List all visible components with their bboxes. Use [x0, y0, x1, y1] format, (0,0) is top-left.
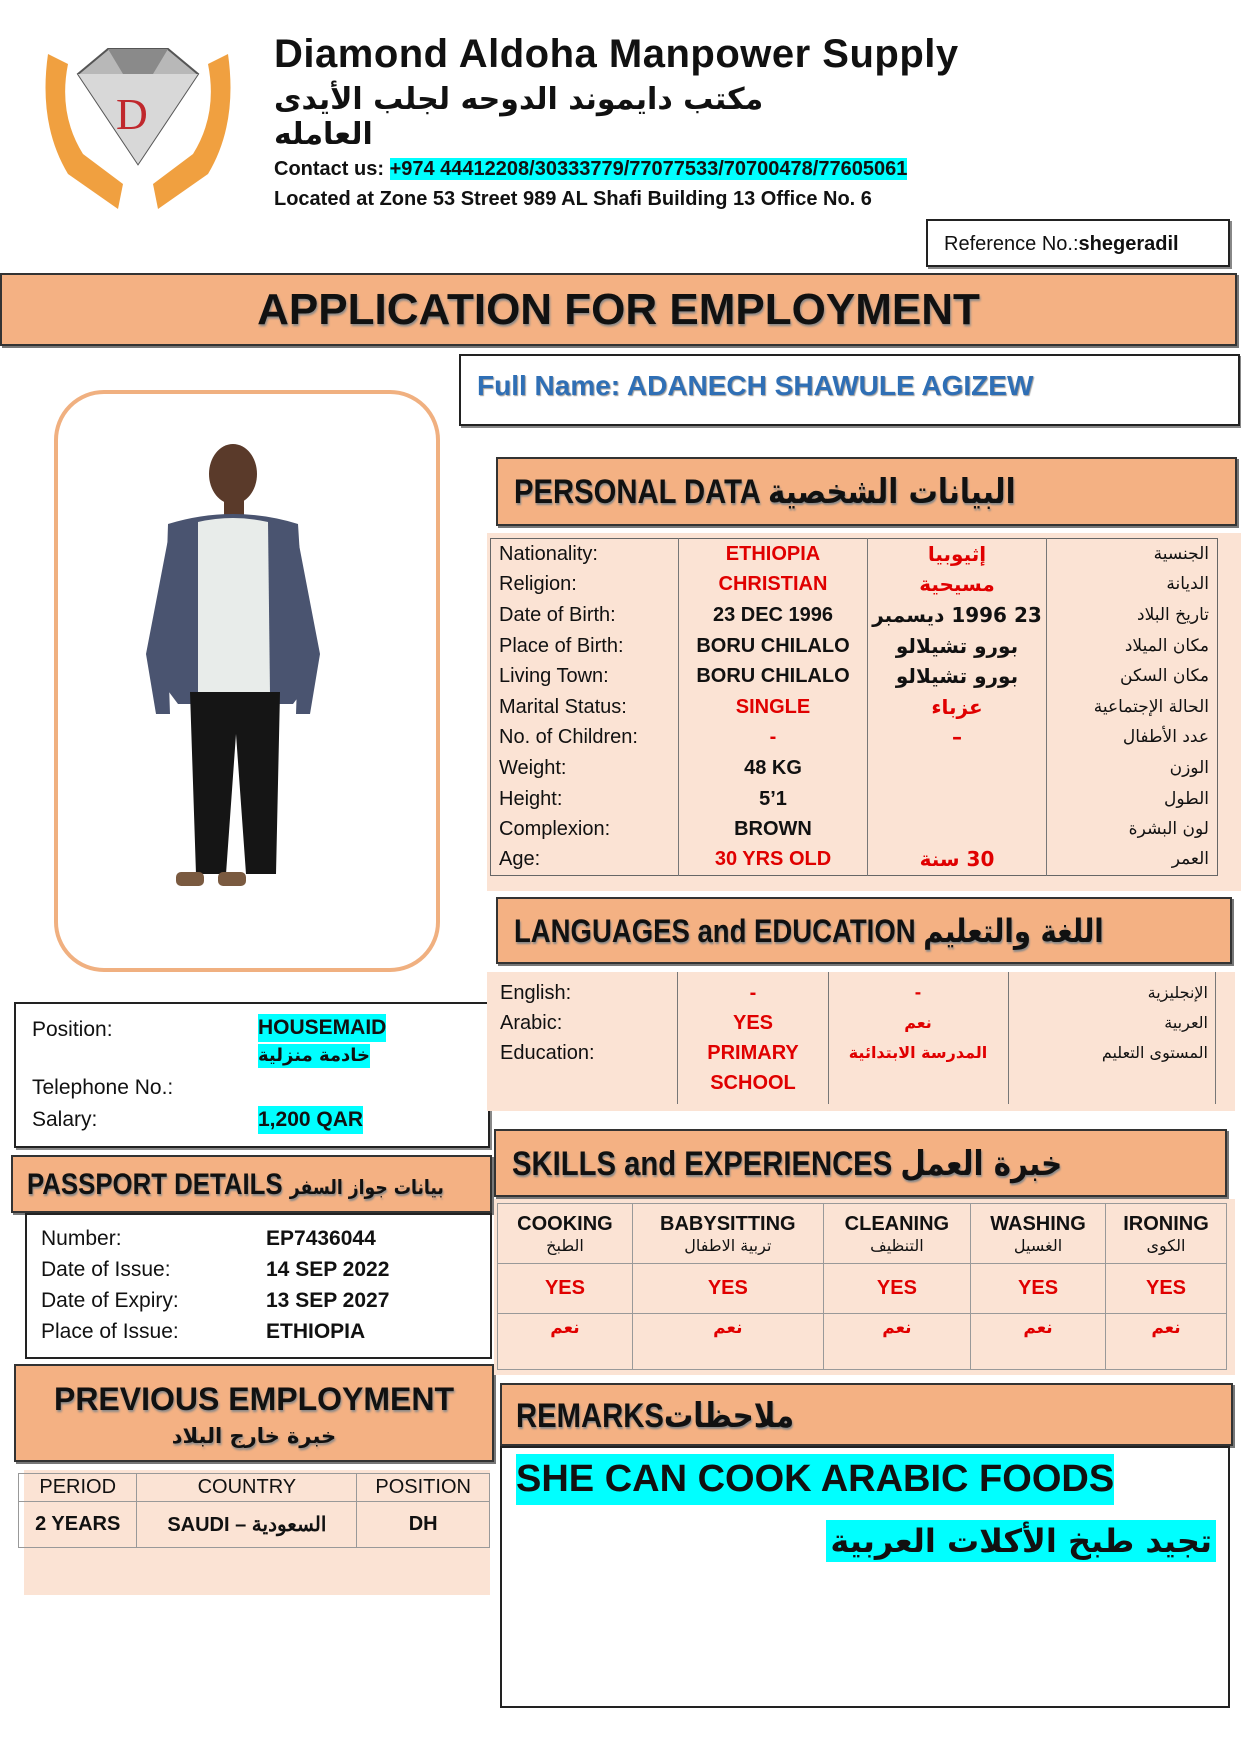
language-label: Arabic:	[500, 1012, 563, 1034]
language-value: YES	[732, 1012, 774, 1034]
salary-value: 1,200 QAR	[258, 1106, 363, 1134]
passport-label: Number:	[41, 1226, 122, 1250]
languages-title-arabic: اللغة والتعليم	[923, 912, 1104, 950]
language-label-arabic: الإنجليزية	[1147, 983, 1208, 1002]
personal-value: 30 YRS OLD	[679, 844, 868, 875]
previous-employment-title: PREVIOUS EMPLOYMENT	[53, 1381, 455, 1417]
personal-row	[491, 691, 1218, 722]
previous-employment-title-arabic: خبرة خارج البلاد	[171, 1424, 337, 1448]
personal-value-arabic	[868, 753, 1047, 784]
personal-row	[491, 722, 1218, 753]
column-divider	[1215, 972, 1216, 1104]
previous-employment-header	[14, 1364, 494, 1462]
personal-row	[491, 844, 1218, 875]
salary-label: Salary:	[32, 1108, 98, 1131]
position-label: Position:	[32, 1018, 113, 1041]
passport-row	[41, 1223, 389, 1254]
passport-title-arabic: بيانات جواز السفر	[289, 1175, 444, 1199]
language-label: Education:	[500, 1042, 595, 1064]
remarks-box	[500, 1446, 1230, 1708]
reference-box	[926, 219, 1230, 267]
remarks-header	[500, 1383, 1233, 1446]
skills-title: SKILLS and EXPERIENCES	[512, 1145, 893, 1183]
personal-label-arabic: الديانة	[1166, 574, 1209, 595]
skill-name-arabic: الطبخ	[546, 1235, 584, 1255]
personal-label: Nationality:	[491, 539, 679, 570]
personal-row	[491, 630, 1218, 661]
skills-table	[497, 1203, 1227, 1370]
passport-header	[11, 1155, 492, 1213]
personal-data-table	[490, 538, 1218, 876]
personal-label: Height:	[491, 783, 679, 814]
skill-name-arabic: تربية الاطفال	[684, 1235, 772, 1255]
personal-value-arabic: إثيوبيا	[868, 539, 1047, 570]
skill-value-arabic: نعم	[498, 1314, 633, 1370]
personal-label-arabic: لون البشرة	[1128, 819, 1209, 840]
skill-value-arabic: نعم	[823, 1314, 970, 1370]
contact-label: Contact us:	[274, 158, 384, 180]
skill-value-arabic: نعم	[632, 1314, 823, 1370]
position-box	[14, 1002, 490, 1148]
passport-value: EP7436044	[266, 1226, 376, 1250]
skills-header	[494, 1129, 1227, 1197]
languages-title: LANGUAGES and EDUCATION	[514, 913, 916, 949]
personal-row	[491, 569, 1218, 600]
personal-label: Marital Status:	[491, 691, 679, 722]
personal-label-arabic: الوزن	[1169, 757, 1209, 778]
skill-value: YES	[1106, 1264, 1227, 1314]
col-country: COUNTRY	[137, 1474, 357, 1502]
personal-label: Age:	[491, 844, 679, 875]
personal-label: Place of Birth:	[491, 630, 679, 661]
personal-label-arabic: الطول	[1164, 788, 1209, 809]
personal-row	[491, 783, 1218, 814]
skill-name	[1106, 1204, 1227, 1264]
language-value: -	[749, 982, 757, 1004]
skill-name-arabic: التنظيف	[870, 1235, 924, 1255]
column-divider	[1008, 972, 1009, 1104]
col-period: PERIOD	[19, 1474, 137, 1502]
remarks-title-arabic: ملاحظات	[663, 1396, 795, 1436]
full-name-box	[459, 354, 1240, 426]
personal-label-arabic: عدد الأطفال	[1122, 727, 1209, 748]
personal-label-arabic: الجنسية	[1153, 544, 1209, 565]
passport-label: Date of Expiry:	[41, 1288, 179, 1312]
page-title: APPLICATION FOR EMPLOYMENT	[257, 285, 980, 334]
remarks-text: SHE CAN COOK ARABIC FOODS	[516, 1454, 1114, 1505]
skill-name-en: COOKING	[517, 1212, 613, 1235]
column-divider	[828, 972, 829, 1104]
personal-value: 48 KG	[679, 753, 868, 784]
personal-label: Complexion:	[491, 814, 679, 845]
personal-label-arabic: تاريخ البلاد	[1137, 604, 1209, 625]
personal-value: SINGLE	[679, 691, 868, 722]
remarks-text-arabic: تجيد طبخ الأكلات العربية	[826, 1520, 1216, 1562]
personal-label: Weight:	[491, 753, 679, 784]
passport-row	[41, 1285, 389, 1316]
personal-label-arabic: العمر	[1171, 849, 1209, 870]
personal-label: Religion:	[491, 569, 679, 600]
applicant-photo	[54, 390, 440, 972]
skill-value: YES	[823, 1264, 970, 1314]
personal-value: BROWN	[679, 814, 868, 845]
personal-value: 5’1	[679, 783, 868, 814]
telephone-label: Telephone No.:	[32, 1076, 174, 1099]
personal-value: CHRISTIAN	[679, 569, 868, 600]
personal-label-arabic: الحالة الإجتماعية	[1093, 696, 1209, 717]
position-value-arabic: خادمة منزلية	[258, 1045, 371, 1066]
skill-name-en: WASHING	[990, 1212, 1086, 1235]
reference-value: shegeradil	[1078, 233, 1179, 255]
column-divider	[677, 972, 678, 1104]
skill-name	[971, 1204, 1106, 1264]
passport-value: 13 SEP 2027	[266, 1288, 390, 1312]
personal-row	[491, 814, 1218, 845]
personal-data-header	[496, 457, 1237, 526]
language-label: English:	[500, 982, 572, 1004]
personal-row	[491, 539, 1218, 570]
full-name: Full Name: ADANECH SHAWULE AGIZEW	[477, 370, 1034, 401]
personal-value: BORU CHILALO	[679, 661, 868, 692]
personal-row	[491, 600, 1218, 631]
contact-phones: +974 44412208/30333779/77077533/70700478/77605061	[389, 158, 908, 180]
passport-title: PASSPORT DETAILS	[27, 1168, 283, 1201]
personal-value-arabic: مسيحية	[868, 569, 1047, 600]
skill-value-arabic: نعم	[971, 1314, 1106, 1370]
personal-label: Living Town:	[491, 661, 679, 692]
country-value: SAUDI – السعودية	[137, 1502, 357, 1548]
personal-label: No. of Children:	[491, 722, 679, 753]
skill-value: YES	[632, 1264, 823, 1314]
language-label-arabic: المستوى التعليم	[1101, 1043, 1208, 1062]
language-value-arabic: المدرسة الابتدائية	[848, 1043, 988, 1062]
contact-line	[274, 158, 907, 181]
personal-value-arabic: بورو تشيلالو	[868, 661, 1047, 692]
personal-row	[491, 661, 1218, 692]
skills-title-arabic: خبرة العمل	[900, 1144, 1063, 1184]
personal-row	[491, 753, 1218, 784]
personal-value-arabic	[868, 783, 1047, 814]
skill-name-en: BABYSITTING	[660, 1212, 796, 1235]
passport-value: 14 SEP 2022	[266, 1257, 390, 1281]
passport-label: Place of Issue:	[41, 1319, 179, 1343]
skill-name	[498, 1204, 633, 1264]
personal-data-title-arabic: البيانات الشخصية	[767, 472, 1016, 512]
period-value: 2 YEARS	[19, 1502, 137, 1548]
previous-employment-table	[18, 1473, 490, 1548]
language-value: PRIMARY SCHOOL	[707, 1042, 799, 1094]
personal-data-title: PERSONAL DATA	[514, 473, 760, 511]
skill-name	[823, 1204, 970, 1264]
skill-value: YES	[498, 1264, 633, 1314]
passport-row	[41, 1316, 389, 1347]
personal-label-arabic: مكان السكن	[1120, 666, 1209, 687]
skill-value: YES	[971, 1264, 1106, 1314]
personal-value-arabic	[868, 814, 1047, 845]
position-value: HOUSEMAID	[258, 1014, 386, 1042]
skill-name-en: CLEANING	[844, 1212, 950, 1235]
svg-text:D: D	[116, 90, 148, 139]
skill-name-arabic: الكوى	[1146, 1235, 1186, 1255]
personal-value: BORU CHILALO	[679, 630, 868, 661]
personal-value: -	[679, 722, 868, 753]
languages-header	[496, 897, 1232, 964]
col-position: POSITION	[357, 1474, 490, 1502]
language-value-arabic: نعم	[904, 1013, 932, 1032]
position-value-cell: DH	[357, 1502, 490, 1548]
company-logo	[28, 34, 248, 214]
personal-value-arabic: 23 1996 ديسمبر	[868, 600, 1047, 631]
personal-value: ETHIOPIA	[679, 539, 868, 570]
passport-label: Date of Issue:	[41, 1257, 171, 1281]
skill-name	[632, 1204, 823, 1264]
personal-value-arabic: بورو تشيلالو	[868, 630, 1047, 661]
personal-label-arabic: مكان الميلاد	[1124, 635, 1209, 656]
passport-table	[41, 1223, 389, 1347]
passport-value: ETHIOPIA	[266, 1319, 366, 1343]
reference-label: Reference No.:	[944, 233, 1079, 255]
skill-value-arabic: نعم	[1106, 1314, 1227, 1370]
skill-name-arabic: الغسيل	[1013, 1235, 1063, 1255]
skill-name-en: IRONING	[1123, 1212, 1209, 1235]
personal-value-arabic: –	[868, 722, 1047, 753]
personal-label: Date of Birth:	[491, 600, 679, 631]
application-title-banner	[0, 273, 1237, 346]
language-label-arabic: العربية	[1164, 1013, 1208, 1032]
passport-box	[25, 1213, 492, 1359]
language-value-arabic: -	[914, 983, 922, 1002]
personal-value: 23 DEC 1996	[679, 600, 868, 631]
passport-row	[41, 1254, 389, 1285]
company-name-arabic: مكتب دايموند الدوحه لجلب الأيدى العامله	[274, 82, 764, 152]
company-address: Located at Zone 53 Street 989 AL Shafi Building 13 Office No. 6	[274, 188, 872, 210]
company-name: Diamond Aldoha Manpower Supply	[274, 32, 959, 76]
remarks-title: REMARKS	[516, 1397, 664, 1435]
personal-value-arabic: عزباء	[868, 691, 1047, 722]
personal-value-arabic: 30 سنة	[868, 844, 1047, 875]
